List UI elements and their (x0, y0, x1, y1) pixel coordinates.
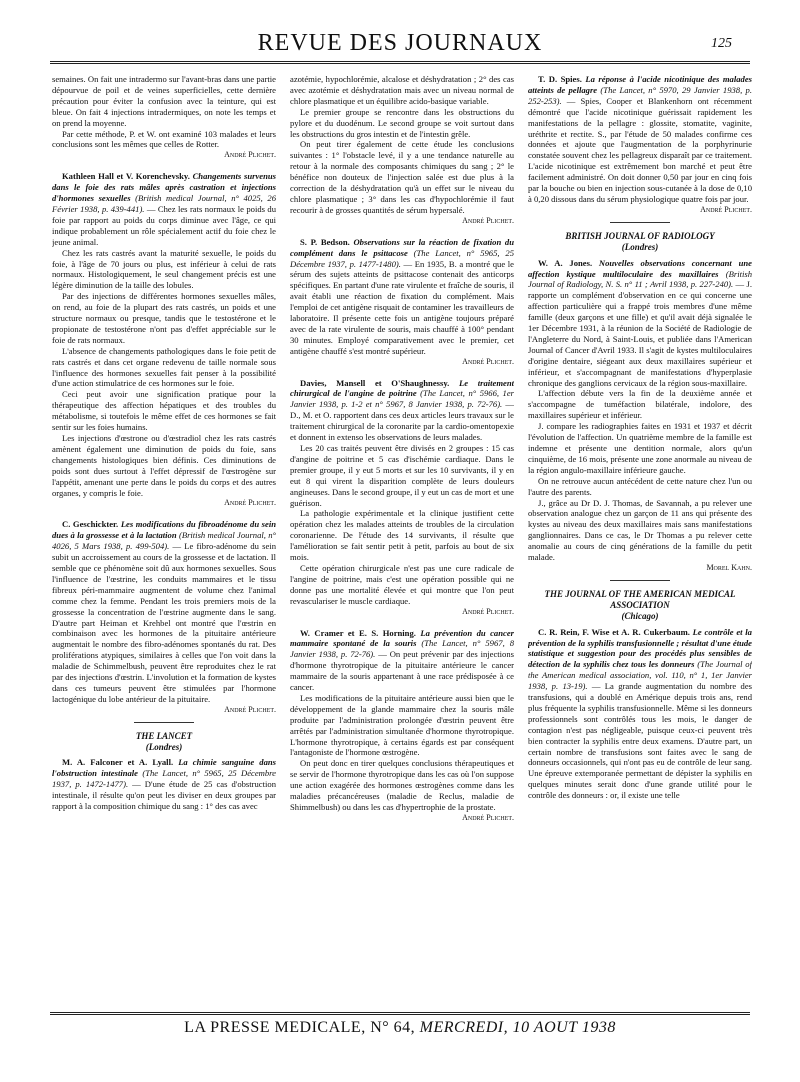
section-divider (134, 722, 194, 723)
paragraph: J., grâce au Dr D. J. Thomas, de Savannah, a pu relever une observation analogue chez un garçon de 11 ans qui présente des kystes au niveau des deux maxillaires mais sans manifestations ganglionnaires. Dans ce cas, le Dr Thomas a pu relever cette anomalie au cours de cinq générations de la famille du petit malade. (528, 497, 752, 563)
article-entry (528, 74, 752, 205)
article-text: — On peut prévenir par des injections d'hormone thyrotropique de la pituitaire antérieure le cancer mammaire de la souris appartenant à une race prédisposée à ce cancer. (290, 649, 514, 693)
paragraph: On ne retrouve aucun antécédent de cette nature chez l'un ou l'autre des parents. (528, 475, 752, 497)
paragraph: La pathologie expérimentale et la clinique justifient cette opération chez les malades atteints de troubles de la circulation coronarienne. De l'étude des 14 survivants, il résulte que l'amélioration se fait sentir petit à petit, parfois au bout de six mois. (290, 508, 514, 563)
article-source: (The Lancet, n° 5970, 29 Janvier 1938, p. 252-253). (528, 84, 752, 106)
article-columns (52, 74, 752, 1004)
author-signature: André Plichet. (462, 812, 514, 822)
article-text: — J. rapporte un complément d'observation en ce qui concerne une affection particulière qui a frappé trois membres d'une même famille (deux garçons et une fille) et qu'il avait déjà signalée le 1er Décembre 1931, à la réunion de la Société de Radiologie de l'Angleterre du Nord, à Saint-Louis, et publiée dans l'American Journal of Cancer d'Avril 1933. Il s'agit de kystes multiloculaires d'origine dentaire, siégeant aux deux maxillaires supérieur et inférieur, et s'accompagnant de manifestations d'hyperplasie chronique des ganglions cervicaux de la région sous-maxillaire. (528, 279, 752, 388)
article-title: Observations sur la réaction de fixation du complément dans le psittacose (290, 236, 514, 258)
paragraph: L'absence de changements pathologiques dans le foie petit de rats castrés et dans cet organe redevenu de taille normale sous l'influence des hormones sexuelles fait penser à la possibilité d'une action stimulatrice de ces hormones sur le foie. (52, 345, 276, 389)
article-authors: C. Geschickter. (62, 519, 119, 530)
article-source: (The Lancet, n° 5965, 25 Décembre 1937, p. 1472-1477). (52, 768, 276, 790)
article-entry (52, 519, 276, 704)
column-3 (528, 74, 752, 1004)
article-entry (528, 627, 752, 802)
article-authors: C. R. Rein, F. Wise et A. R. Cukerbaum. (538, 626, 690, 637)
publication-issue: LA PRESSE MEDICALE, N° 64, (184, 1019, 416, 1036)
journal-city: (Chicago) (621, 610, 659, 621)
article-title: La réponse à l'acide nicotinique des malades atteints de pellagre (528, 74, 752, 95)
author-signature: André Plichet. (462, 215, 514, 225)
article-text: — En 1935, B. a montré que le sérum des sujets atteints de psittacose contenait des anticorps spécifiques. En partant d'une rate virulente et fraîche de souris, il avait établi une réaction de fixation du complément. Mais l'emploi de cet antigène risquait de contaminer les travailleurs de laboratoire. Il présente cette fois un antigène toujours préparé avec de la rate virulente de souris, mais chauffé à 100° pendant 30 minutes. Employé comparativement avec le premier, cet antigène chauffé s'est montré supérieur. (290, 258, 514, 356)
column-2 (290, 74, 514, 1004)
column-1 (52, 74, 276, 1004)
article-entry (52, 171, 276, 247)
paragraph: azotémie, hypochlorémie, alcalose et déshydratation ; 2° des cas avec azotémie et déshydratation mais avec un niveau normal de chlore plasmatique et un équilibre acido-basique variable. (290, 74, 514, 106)
author-signature: Morel Kahn. (706, 562, 752, 572)
article-title: Le contrôle et la prévention de la syphilis transfusionnelle ; résultat d'une étude statistique et suggestion pour des procédés plus sensibles de détection de la syphilis chez tous les donneurs (528, 626, 752, 670)
article-title: Changements survenus dans le foie des rats mâles après castration et injections d'hormones sexuelles (52, 171, 276, 204)
article-title: Le traitement chirurgical de l'angine de poitrine (290, 377, 514, 399)
article-title: Nouvelles observations concernant une affection kystique multiloculaire des maxillaires (528, 257, 752, 279)
section-divider (610, 580, 670, 581)
author-signature: André Plichet. (462, 606, 514, 616)
article-source: (British medical Journal, n° 4026, 5 Mars 1938, p. 499-504). (52, 530, 276, 552)
article-text: — D., M. et O. rapportent dans ces deux articles leurs travaux sur le traitement chirurgical de la coronarite par la cardio-omentopexie et donnent in extenso les observations de leurs malades. (290, 399, 514, 443)
paragraph: On peut tirer également de cette étude les conclusions suivantes : 1° l'obstacle levé, il y a une tendance naturelle au retour à la normale des composants chimiques du sang ; 2° le bénéfice non douteux de l'injection salée est due plus à la correction de la déshydratation qu'à un effet sur le niveau du chlore plasmatique ; 3° dans les cas d'hypochlorémie il faut recourir à de grosses quantités de sérum hypersalé. (290, 139, 514, 215)
author-signature: André Plichet. (224, 150, 276, 160)
author-signature: André Plichet. (224, 498, 276, 508)
article-source: (The Journal of the American medical association, vol. 110, n° 1, 1er Janvier 1938, p. 13-19). (528, 659, 752, 692)
paragraph: Par cette méthode, P. et W. ont examiné 103 malades et leurs conclusions sont les mêmes que celles de Rotter. (52, 128, 276, 150)
paragraph: Le premier groupe se rencontre dans les obstructions du pylore et du duodénum. Le second groupe se voit surtout dans les obstructions du gros intestin et de l'intestin grêle. (290, 106, 514, 139)
article-text: — Spies, Cooper et Blankenhorn ont récemment démontré que l'acide nicotinique guérissait rapidement les manifestations de la pellagre : glossite, stomatite, vaginite, uréthrite et rectite. S., par l'étude de 50 malades confirme ces données et ajoute que l'augmentation de la porphyrinurie constatée souvent chez les pellagreux disparaît par ce traitement. L'acide nicotinique est extrêmement bon marché et peut être facilement administré. On doit donner 0,50 par jour en cinq fois par la bouche ou bien en injection sous-cutanée à la dose de 0,10 à 0,20 dissous dans du sérum physiologique quatre fois par jour. (528, 95, 752, 204)
paragraph: Cette opération chirurgicale n'est pas une cure radicale de l'angine de poitrine, mais c'est une opération possible qui ne donne pas une mortalité élevée et qui montre que l'on peut revasculariser le muscle cardiaque. (290, 562, 514, 606)
article-authors: W. A. Jones. (538, 257, 593, 268)
page-header (50, 28, 750, 64)
paragraph: Par des injections de différentes hormones sexuelles mâles, on rend, au foie de la plupart des rats castrés, un poids et une structure normaux ou presque, tandis que le testostérone et le propionate de testostérone n'ont pas d'effet appréciable sur le foie de rats normaux. (52, 291, 276, 345)
article-authors: S. P. Bedson. (300, 236, 350, 247)
article-text: — D'une étude de 25 cas d'obstruction intestinale, il résulte qu'on peut les diviser en deux groupes par rapport à la composition chimique du sang : 1° des cas avec (52, 779, 276, 812)
header-rule (50, 61, 750, 64)
journal-city: (Londres) (145, 741, 183, 752)
paragraph: Les modifications de la pituitaire antérieure aussi bien que le développement de la glande mammaire chez la souris mâle produite par l'administration prolongée d'œstrin peuvent être arrêtés par l'administration simultanée d'hormone thyrotropique. L'hormone thyrotropique, à certains égards est par conséquent l'antagoniste de l'hormone œstrogène. (290, 692, 514, 758)
paragraph: J. compare les radiographies faites en 1931 et 1937 et décrit l'évolution de l'affection. Un quatrième membre de la famille est indemne et présente une dentition normale, alors qu'un cinquième, de 16 mois, présente une zone anormale au niveau de la région angulo-maxillaire inférieure gauche. (528, 421, 752, 475)
footer-text (50, 1019, 750, 1037)
article-authors: W. Cramer et E. S. Horning. (300, 627, 416, 638)
article-text: — La grande augmentation du nombre des transfusions, qui a doublé en Amérique depuis trois ans, rend plus fréquente la syphilis transfusionnelle. Même si les donneurs professionnels sont contrôlés tous les mois, le danger de contagion n'est pas négligeable, puisque ceux-ci peuvent très bien contracter la syphilis entre deux examens. D'autre part, un certain nombre de transfusions sont faites avec le sang de donneurs occasionnels, qui n'ont pas eu de contrôle de leur sang. Une épreuve extemporanée permettant de dépister la syphilis en quelques minutes serait donc d'une grande utilité pour le contrôle des donneurs : or, il existe une telle (528, 681, 752, 801)
section-divider (610, 222, 670, 223)
article-title: La chimie sanguine dans l'obstruction intestinale (52, 757, 276, 779)
journal-city: (Londres) (621, 241, 659, 252)
paragraph: Ceci peut avoir une signification pratique pour la thérapeutique des affection hépatiques et des troubles du métabolisme, si toutefois le même effet de ces hormones se fait sentir sur les foies humains. (52, 389, 276, 433)
article-authors: Davies, Mansell et O'Shaughnessy. (300, 377, 450, 388)
paragraph: On peut donc en tirer quelques conclusions thérapeutiques et se servir de l'hormone thyrotropique dans les cas où l'on suppose une action exagérée des hormones œstrogènes comme dans les maladies précancéreuses (maladie de Reclus, maladie de Shimmelbush) ou dans les cas d'hypertrophie de la prostate. (290, 758, 514, 812)
paragraph: semaines. On fait une intradermo sur l'avant-bras dans une partie dépourvue de poil et de veines superficielles, cette dernière précaution pour éviter la confusion avec la teinture, qui est bleue. On fait 4 injections intradermiques, on note les temps et on prend la moyenne. (52, 74, 276, 128)
article-source: (British Journal of Radiology, N. S. n° 11 ; Avril 1938, p. 227-240). (528, 268, 752, 290)
page-footer (50, 1012, 750, 1048)
journal-section-title: REVUE DES JOURNAUX (257, 30, 543, 56)
paragraph: L'affection débute vers la fin de la deuxième année et s'accompagne de tuméfaction bilatérale, indolore, des maxillaires supérieur et inférieur. (528, 388, 752, 421)
journal-heading: THE LANCET (135, 730, 193, 741)
article-title: Les modifications du fibroadénome du sein dues à la grossesse et à la lactation (52, 519, 276, 541)
author-signature: André Plichet. (700, 204, 752, 214)
journal-heading: THE JOURNAL OF THE AMERICAN MEDICAL ASSOCIATION (544, 588, 736, 610)
article-entry (290, 378, 514, 443)
article-source: (The Lancet, n° 5967, 8 Janvier 1938, p. 72-76). (290, 638, 514, 660)
article-authors: M. A. Falconer et A. Lyall. (62, 757, 174, 768)
article-source: (The Lancet, n° 5965, 25 Décembre 1937, p. 1477-1480). (290, 247, 514, 269)
article-source: (British medical Journal, n° 4025, 26 Février 1938, p. 439-441). (52, 193, 276, 214)
article-entry (528, 258, 752, 389)
article-title: La prévention du cancer mammaire spontané de la souris (290, 627, 514, 649)
publication-date: MERCREDI, 10 AOUT 1938 (419, 1019, 616, 1036)
page-number: 125 (711, 36, 732, 51)
footer-rule (50, 1012, 750, 1015)
author-signature: André Plichet. (462, 356, 514, 366)
paragraph: Les 20 cas traités peuvent être divisés en 2 groupes : 15 cas d'angine de poitrine et 5 cas d'ischémie cardiaque. Dans le premier groupe, il y eut 5 morts et sur les 10 survivants, il y en eut 8 qui virent la disparition complète de leurs douleurs angineuses. Dans le second groupe, il y eut un cas de mort et une guérison. (290, 443, 514, 508)
article-text: — Le fibro-adénome du sein subit un accroissement au cours de la grossesse et de lactation. Il semble que ce phénomène soit dû aux hormones sexuelles. Sous l'influence de l'œstrine, les conduits mammaires et le tissu fibreux péri-mammaire augmentent de volume chez l'animal comme chez la femme. Pendant les trois premiers mois de la grossesse la concentration de l'œstrine augmente dans le sang. D'autre part Heiman et Krehbel ont montré que l'œstrin en combinaison avec les hormones de la pituitaire antérieure augmentait le nombre des fibro-adénomes spontanés du rat. Des proliférations atypiques, similaires à celles que l'on voit dans la maladie de Schimmelbush, peuvent être reproduites chez le rat par des injections d'œstrin. L'involution et la formation de kystes dans ces tumeurs peuvent être stimulées par l'hormone lactogénique du lobe antérieur de la pituitaire. (52, 541, 276, 704)
article-text: — Chez les rats normaux le poids du foie par rapport au poids du corps diminue avec l'âge, ce qui indique probablement un rôle spécialement actif du foie chez le jeune animal. (52, 203, 276, 247)
paragraph: Chez les rats castrés avant la maturité sexuelle, le poids du foie, à l'âge de 70 jours ou plus, est inférieur à celui de rats normaux. Histologiquement, le seul changement précis est une légère diminution de la taille des lobules. (52, 247, 276, 291)
article-authors: T. D. Spies. (538, 74, 582, 84)
article-authors: Kathleen Hall et V. Korenchevsky. (62, 171, 190, 182)
article-entry (52, 757, 276, 812)
article-entry (290, 628, 514, 693)
author-signature: André Plichet. (224, 704, 276, 714)
article-source: (The Lancet, n° 5966, 1er Janvier 1938, p. 1-2 et n° 5967, 8 Janvier 1938, p. 72-76). (290, 388, 514, 410)
article-entry (290, 237, 514, 357)
journal-heading: BRITISH JOURNAL OF RADIOLOGY (565, 230, 715, 241)
paragraph: Les injections d'œstrone ou d'œstradiol chez les rats castrés amènent également une diminution de poids du foie, sans changements histologiques bien définis. Ces diminutions de poids sont dues surtout à l'effet dépressif de l'œstrogène sur l'appétit, amenant une perte dans le poids du corps et des autres organes, y compris le foie. (52, 433, 276, 498)
